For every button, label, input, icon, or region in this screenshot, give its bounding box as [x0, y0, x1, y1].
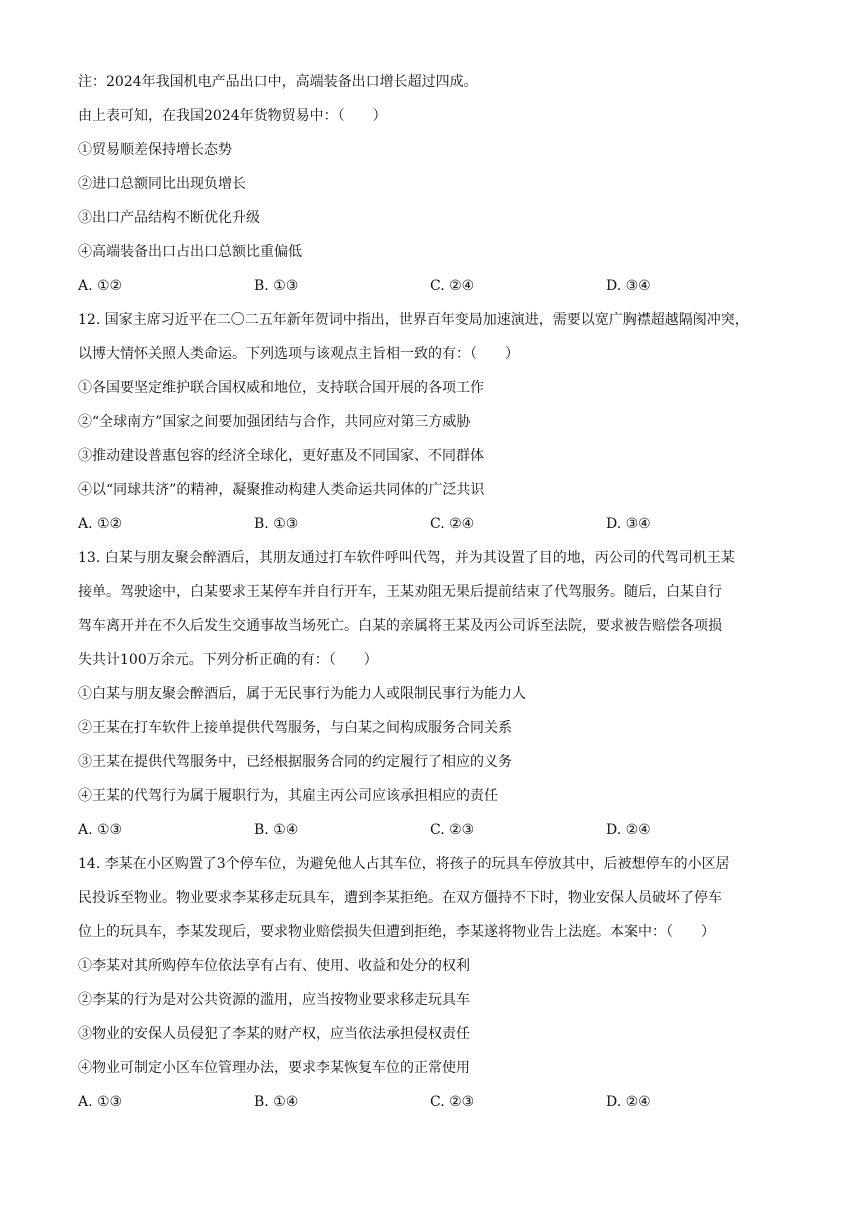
q12-statement-1: ①各国要坚定维护联合国权威和地位，支持联合国开展的各项工作	[78, 380, 484, 396]
q13-option-d[interactable]: D. ②④	[606, 822, 651, 838]
q12-option-d[interactable]: D. ③④	[606, 516, 651, 532]
q12-option-c[interactable]: C. ②④	[430, 516, 475, 532]
q13-stem-line-1: 13. 白某与朋友聚会醉酒后，其朋友通过打车软件呼叫代驾，并为其设置了目的地，丙公司的代驾司机王某	[78, 550, 735, 566]
question-stem: 由上表可知，在我国2024年货物贸易中：（ ）	[78, 108, 387, 124]
q14-statement-4: ④物业可制定小区车位管理办法，要求李某恢复车位的正常使用	[78, 1060, 470, 1076]
q12-statement-4: ④以“同球共济”的精神，凝聚推动构建人类命运共同体的广泛共识	[78, 482, 485, 498]
q12-stem-line-1: 12. 国家主席习近平在二〇二五年新年贺词中指出，世界百年变局加速演进，需要以宽广胸襟超越隔阂冲突，	[78, 312, 749, 328]
option-b[interactable]: B. ①③	[254, 278, 299, 294]
q14-option-a[interactable]: A. ①③	[78, 1094, 123, 1110]
q14-option-d[interactable]: D. ②④	[606, 1094, 651, 1110]
q12-option-a[interactable]: A. ①②	[78, 516, 123, 532]
q14-stem-line-1: 14. 李某在小区购置了3个停车位，为避免他人占其车位，将孩子的玩具车停放其中，后被想停车的小区居	[78, 856, 730, 872]
q14-stem-line-3: 位上的玩具车，李某发现后，要求物业赔偿损失但遭到拒绝，李某遂将物业告上法庭。本案中：（ ）	[78, 924, 715, 940]
q13-statement-4: ④王某的代驾行为属于履职行为，其雇主丙公司应该承担相应的责任	[78, 788, 498, 804]
q13-stem-line-3: 驾车离开并在不久后发生交通事故当场死亡。白某的亲属将王某及丙公司诉至法院，要求被告赔偿各项损	[78, 618, 722, 634]
q13-stem-line-2: 接单。驾驶途中，白某要求王某停车并自行开车，王某劝阻无果后提前结束了代驾服务。随后，白某自行	[78, 584, 722, 600]
table-note: 注：2024年我国机电产品出口中，高端装备出口增长超过四成。	[78, 74, 478, 90]
q13-option-a[interactable]: A. ①③	[78, 822, 123, 838]
q14-statement-3: ③物业的安保人员侵犯了李某的财产权，应当依法承担侵权责任	[78, 1026, 470, 1042]
statement-3: ③出口产品结构不断优化升级	[78, 210, 260, 226]
q12-statement-2: ②“全球南方”国家之间要加强团结与合作，共同应对第三方威胁	[78, 414, 471, 430]
q14-statement-1: ①李某对其所购停车位依法享有占有、使用、收益和处分的权利	[78, 958, 470, 974]
q13-statement-1: ①白某与朋友聚会醉酒后，属于无民事行为能力人或限制民事行为能力人	[78, 686, 526, 702]
q13-option-c[interactable]: C. ②③	[430, 822, 475, 838]
q14-option-b[interactable]: B. ①④	[254, 1094, 299, 1110]
option-d[interactable]: D. ③④	[606, 278, 651, 294]
q12-stem-line-2: 以博大情怀关照人类命运。下列选项与该观点主旨相一致的有：（ ）	[78, 346, 519, 362]
statement-4: ④高端装备出口占出口总额比重偏低	[78, 244, 302, 260]
q12-option-b[interactable]: B. ①③	[254, 516, 299, 532]
q13-option-b[interactable]: B. ①④	[254, 822, 299, 838]
q14-option-c[interactable]: C. ②③	[430, 1094, 475, 1110]
q13-statement-2: ②王某在打车软件上接单提供代驾服务，与白某之间构成服务合同关系	[78, 720, 512, 736]
statement-1: ①贸易顺差保持增长态势	[78, 142, 232, 158]
q13-stem-line-4: 失共计100万余元。下列分析正确的有：（ ）	[78, 652, 378, 668]
q14-stem-line-2: 民投诉至物业。物业要求李某移走玩具车，遭到李某拒绝。在双方僵持不下时，物业安保人员破坏了停车	[78, 890, 722, 906]
statement-2: ②进口总额同比出现负增长	[78, 176, 246, 192]
q13-statement-3: ③王某在提供代驾服务中，已经根据服务合同的约定履行了相应的义务	[78, 754, 512, 770]
q14-statement-2: ②李某的行为是对公共资源的滥用，应当按物业要求移走玩具车	[78, 992, 470, 1008]
option-a[interactable]: A. ①②	[78, 278, 123, 294]
q12-statement-3: ③推动建设普惠包容的经济全球化，更好惠及不同国家、不同群体	[78, 448, 484, 464]
option-c[interactable]: C. ②④	[430, 278, 475, 294]
